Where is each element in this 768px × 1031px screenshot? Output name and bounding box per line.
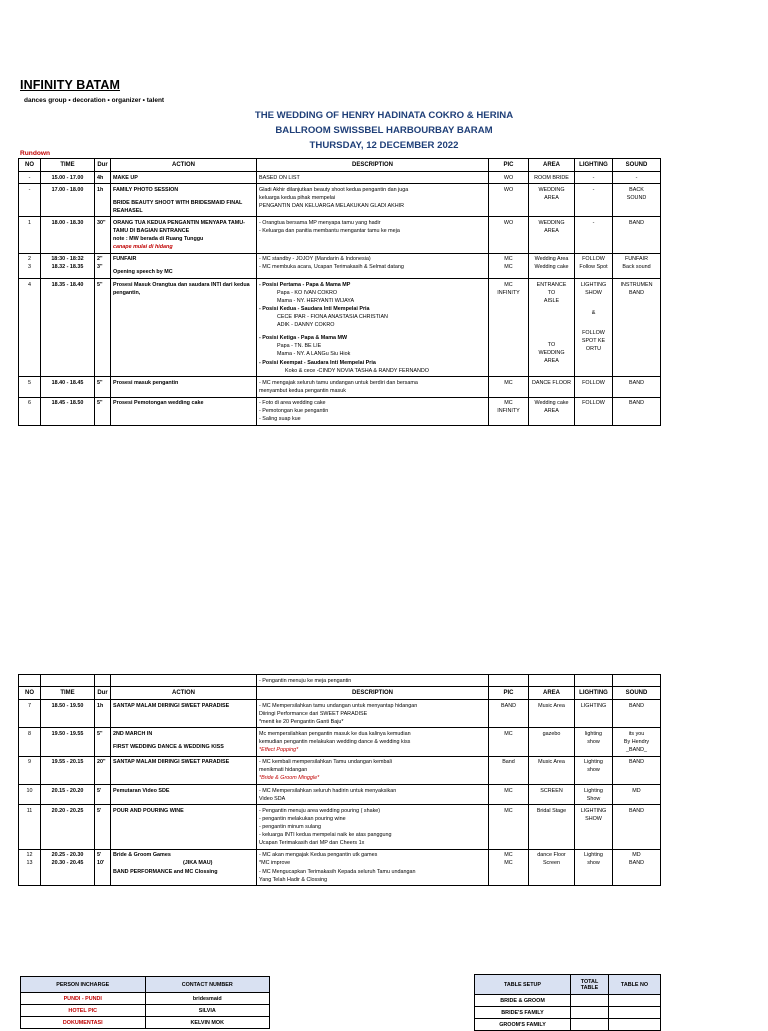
table-row: HOTEL PIC SILVIA bbox=[21, 1005, 270, 1017]
row-area: WEDDING AREA bbox=[529, 217, 575, 253]
column-header: NO bbox=[19, 159, 41, 172]
row-no: - bbox=[19, 184, 41, 217]
row-time: 18.45 - 18.50 bbox=[41, 397, 95, 425]
row-no: 11 bbox=[19, 805, 41, 850]
row-description: - Foto di area wedding cake - Pemotongan kue pengantin - Saling suap kue bbox=[257, 397, 489, 425]
row-no: 7 bbox=[19, 700, 41, 728]
row-time: 20.15 - 20.20 bbox=[41, 785, 95, 805]
row-lighting: - bbox=[575, 172, 613, 184]
row-lighting: - bbox=[575, 184, 613, 217]
row-duration: 5' 10' bbox=[95, 849, 111, 885]
row-action: 2ND MARCH IN FIRST WEDDING DANCE & WEDDING KISS bbox=[111, 728, 257, 756]
row-time: 18.50 - 19.50 bbox=[41, 700, 95, 728]
row-lighting: Lighting show bbox=[575, 756, 613, 784]
row-action: SANTAP MALAM DIIRINGI SWEET PARADISE bbox=[111, 756, 257, 784]
row-time: 20.20 - 20.25 bbox=[41, 805, 95, 850]
row-area: SCREEN bbox=[529, 785, 575, 805]
row-duration: 20" bbox=[95, 756, 111, 784]
row-no: 10 bbox=[19, 785, 41, 805]
column-header: DESCRIPTION bbox=[257, 687, 489, 700]
table-row bbox=[19, 172, 661, 184]
table-setup-header: TABLE SETUP bbox=[475, 975, 571, 995]
row-sound: BAND bbox=[613, 397, 661, 425]
row-description: - MC mengajak seluruh tamu undangan untuk berdiri dan bersama menyambut kedua pengantin masuk bbox=[257, 377, 489, 397]
row-lighting: lighting show bbox=[575, 728, 613, 756]
row-action: Prosesi Masuk Orangtua dan saudara INTI dari kedua pengantin, bbox=[111, 279, 257, 377]
row-duration: 4h bbox=[95, 172, 111, 184]
row-description: - MC kembali mempersilahkan Tamu undangan kembali menikmati hidangan *Bride & Groom Minggle* bbox=[257, 756, 489, 784]
row-time: 18.40 - 18.45 bbox=[41, 377, 95, 397]
headline-line-3: THURSDAY, 12 DECEMBER 2022 bbox=[309, 140, 459, 151]
column-header: SOUND bbox=[613, 159, 661, 172]
row-action: POUR AND POURING WINE bbox=[111, 805, 257, 850]
row-duration: 5" bbox=[95, 397, 111, 425]
row-sound: BAND bbox=[613, 700, 661, 728]
row-pic: MC INFINITY bbox=[489, 279, 529, 377]
row-time: 17.00 - 18.00 bbox=[41, 184, 95, 217]
row-time: 18:30 - 18:32 18.32 - 18.35 bbox=[41, 253, 95, 278]
row-lighting: Lighting Show bbox=[575, 785, 613, 805]
table-row bbox=[19, 756, 661, 784]
row-no: 9 bbox=[19, 756, 41, 784]
column-header: PIC bbox=[489, 687, 529, 700]
row-no: 2 3 bbox=[19, 253, 41, 278]
row-sound: BAND bbox=[613, 217, 661, 253]
row-sound: BACK SOUND bbox=[613, 184, 661, 217]
table-row bbox=[19, 377, 661, 397]
row-no: 1 bbox=[19, 217, 41, 253]
row-description: - Posisi Pertama - Papa & Mama MP Papa - KO IVAN COKRO Mama - NY. HERYANTI WIJAYA - Posisi Kedua - Saudara Inti Mempelai Pria CECE IPAR - FIONA ANASTASIA CHRISTIAN ADIK - DANNY COKRO - Posisi Ketiga - Papa & Mama MW Papa - TN. BE LIE Mama - NY. A LANGu Siu Hiok - Posisi Keempat - Saudara Inti Mempelai Pria Koko & cece -CINDY NOVIA TASHA & RANDY FERNANDO bbox=[257, 279, 489, 377]
row-lighting: Lighting show bbox=[575, 849, 613, 885]
row-area: Music Area bbox=[529, 700, 575, 728]
row-description: Gladi Akhir dilanjutkan beauty shoot kedua pengantin dan juga keluarga kedua pihak mempelai PENGANTIN DAN KELUARGA MELAKUKAN GLADI AKHIR bbox=[257, 184, 489, 217]
column-header: ACTION bbox=[111, 159, 257, 172]
person-header: PERSON INCHARGE bbox=[21, 977, 146, 993]
table-row bbox=[19, 217, 661, 253]
row-duration: 5" bbox=[95, 377, 111, 397]
row-lighting: FOLLOW bbox=[575, 397, 613, 425]
row-area: Wedding Area Wedding cake bbox=[529, 253, 575, 278]
brand-title: INFINITY BATAM bbox=[20, 78, 121, 92]
row-area: Wedding cake AREA bbox=[529, 397, 575, 425]
row-action: Pemutaran Video SDE bbox=[111, 785, 257, 805]
row-action: MAKE UP bbox=[111, 172, 257, 184]
row-area: dance Floor Screen bbox=[529, 849, 575, 885]
row-duration: 1h bbox=[95, 184, 111, 217]
row-sound: BAND bbox=[613, 377, 661, 397]
row-no: - bbox=[19, 172, 41, 184]
row-action: SANTAP MALAM DIIRINGI SWEET PARADISE bbox=[111, 700, 257, 728]
table-row bbox=[19, 728, 661, 756]
row-description: - MC standby - JOJOY (Mandarin & Indonesia) - MC membuka acara, Ucapan Terimakasih & Selmat datang bbox=[257, 253, 489, 278]
table-row bbox=[19, 184, 661, 217]
table-row bbox=[19, 849, 661, 885]
table-row: BRIDE'S FAMILY bbox=[475, 1007, 661, 1019]
table-row: BRIDE & GROOM bbox=[475, 995, 661, 1007]
column-header: Dur bbox=[95, 687, 111, 700]
row-action: ORANG TUA KEDUA PENGANTIN MENYAPA TAMU-TAMU DI BAGIAN ENTRANCE note : MW berada di Ruang Tunggu canape mulai di hidang bbox=[111, 217, 257, 253]
column-header: NO bbox=[19, 687, 41, 700]
row-no: 5 bbox=[19, 377, 41, 397]
row-duration: 2" 3" bbox=[95, 253, 111, 278]
row-sound: INSTRUMEN BAND bbox=[613, 279, 661, 377]
table-header-row bbox=[19, 687, 661, 700]
row-duration: 1h bbox=[95, 700, 111, 728]
row-description: - MC Mempersilahkan tamu undangan untuk menyantap hidangan Diiringi Performance dari SWEET PARADISE *menit ke 20 Pengantin Ganti Baju* bbox=[257, 700, 489, 728]
row-no: 12 13 bbox=[19, 849, 41, 885]
row-action: Bride & Groom Games (JIKA MAU) BAND PERFORMANCE and MC Clossing bbox=[111, 849, 257, 885]
row-area: Bridal Stage bbox=[529, 805, 575, 850]
row-description: - Pengantin menuju area wedding pouring ( shake) - pengantin melakukan pouring wine - pengantin minum sulang - keluarga INTI kedua mempelai naik ke atas panggung Ucapan Terimakasih dari MP dan Cheers 1x bbox=[257, 805, 489, 850]
row-lighting: FOLLOW Follow Spot bbox=[575, 253, 613, 278]
row-action: FUNFAIR Opening speech by MC bbox=[111, 253, 257, 278]
row-sound: BAND bbox=[613, 756, 661, 784]
contact-header: CONTACT NUMBER bbox=[145, 977, 270, 993]
column-header: Dur bbox=[95, 159, 111, 172]
row-pic: MC bbox=[489, 785, 529, 805]
row-sound: MD bbox=[613, 785, 661, 805]
headline-line-1: THE WEDDING OF HENRY HADINATA COKRO & HERINA bbox=[254, 110, 514, 121]
row-description: - MC Mempersilahkan seluruh hadirin untuk menyaksikan Video SDA bbox=[257, 785, 489, 805]
row-description: BASED ON LIST bbox=[257, 172, 489, 184]
row-time: 20.25 - 20.30 20.30 - 20.45 bbox=[41, 849, 95, 885]
row-time: 15.00 - 17.00 bbox=[41, 172, 95, 184]
row-pic: MC MC bbox=[489, 253, 529, 278]
column-header: AREA bbox=[529, 687, 575, 700]
carry-over-text: - Pengantin menuju ke meja pengantin bbox=[257, 675, 489, 687]
row-duration: 30" bbox=[95, 217, 111, 253]
row-duration: 5" bbox=[95, 728, 111, 756]
row-pic: MC INFINITY bbox=[489, 397, 529, 425]
row-lighting: FOLLOW bbox=[575, 377, 613, 397]
event-headline bbox=[0, 108, 768, 153]
row-area: Music Area bbox=[529, 756, 575, 784]
row-time: 18.35 - 18.40 bbox=[41, 279, 95, 377]
table-row: GROOM'S FAMILY bbox=[475, 1019, 661, 1031]
row-pic: MC bbox=[489, 728, 529, 756]
row-duration: 5' bbox=[95, 785, 111, 805]
row-area: ENTRANCE TO AISLE TO WEDDING AREA bbox=[529, 279, 575, 377]
row-sound: FUNFAIR Back sound bbox=[613, 253, 661, 278]
carry-over-row bbox=[19, 675, 661, 687]
row-no: 4 bbox=[19, 279, 41, 377]
row-duration: 5' bbox=[95, 805, 111, 850]
row-no: 8 bbox=[19, 728, 41, 756]
column-header: PIC bbox=[489, 159, 529, 172]
row-sound: BAND bbox=[613, 805, 661, 850]
column-header: TIME bbox=[41, 687, 95, 700]
column-header: DESCRIPTION bbox=[257, 159, 489, 172]
brand-subtitle: dances group • decoration • organizer • talent bbox=[24, 97, 165, 104]
row-sound: - bbox=[613, 172, 661, 184]
brand-header bbox=[20, 78, 164, 104]
row-no: 6 bbox=[19, 397, 41, 425]
row-time: 18.00 - 18.30 bbox=[41, 217, 95, 253]
column-header: LIGHTING bbox=[575, 687, 613, 700]
row-sound: its you By Hendry _BAND_ bbox=[613, 728, 661, 756]
column-header: TIME bbox=[41, 159, 95, 172]
row-sound: MD BAND bbox=[613, 849, 661, 885]
table-row: DOKUMENTASI KELVIN MOK bbox=[21, 1017, 270, 1029]
person-incharge-table bbox=[20, 976, 270, 1029]
row-lighting: LIGHTING SHOW & FOLLOW SPOT KE ORTU bbox=[575, 279, 613, 377]
column-header: ACTION bbox=[111, 687, 257, 700]
table-row bbox=[19, 253, 661, 278]
column-header: SOUND bbox=[613, 687, 661, 700]
row-description: - MC akan mengajak Kedua pengantin utk games *MC improve - MC Mengucapkan Terimakasih Kepada seluruh Tamu undangan Yang Telah Hadir & Clossing bbox=[257, 849, 489, 885]
row-area: WEDDING AREA bbox=[529, 184, 575, 217]
column-header: LIGHTING bbox=[575, 159, 613, 172]
row-action: Prosesi Pemotongan wedding cake bbox=[111, 397, 257, 425]
column-header: AREA bbox=[529, 159, 575, 172]
row-lighting: - bbox=[575, 217, 613, 253]
row-pic: MC bbox=[489, 805, 529, 850]
headline-line-2: BALLROOM SWISSBEL HARBOURBAY BARAM bbox=[275, 125, 493, 136]
table-row bbox=[19, 397, 661, 425]
row-pic: BAND bbox=[489, 700, 529, 728]
row-description: Mc mempersilahkan pengantin masuk ke dua kalinya kemudian kemudian pengantin melakukan wedding dance & wedding kiss *Effect Popping* bbox=[257, 728, 489, 756]
row-pic: WO bbox=[489, 217, 529, 253]
row-lighting: LIGHTING bbox=[575, 700, 613, 728]
row-area: ROOM BRIDE bbox=[529, 172, 575, 184]
row-description: - Orangtua bersama MP menyapa tamu yang hadir - Keluarga dan panitia membantu mengantar tamu ke meja bbox=[257, 217, 489, 253]
row-pic: MC MC bbox=[489, 849, 529, 885]
table-no-header: TABLE NO bbox=[609, 975, 661, 995]
row-time: 19.55 - 20.15 bbox=[41, 756, 95, 784]
rundown-table-1 bbox=[18, 158, 661, 426]
row-pic: MC bbox=[489, 377, 529, 397]
table-row bbox=[19, 700, 661, 728]
row-time: 19.50 - 19.55 bbox=[41, 728, 95, 756]
row-area: DANCE FLOOR bbox=[529, 377, 575, 397]
row-lighting: LIGHTING SHOW bbox=[575, 805, 613, 850]
total-table-header: TOTAL TABLE bbox=[571, 975, 609, 995]
table-row bbox=[19, 785, 661, 805]
table-header-row bbox=[19, 159, 661, 172]
table-setup-table bbox=[474, 974, 661, 1031]
rundown-table-2 bbox=[18, 674, 661, 886]
row-pic: WO bbox=[489, 184, 529, 217]
rundown-label: Rundown bbox=[20, 150, 51, 157]
row-duration: 5" bbox=[95, 279, 111, 377]
row-action: Prosesi masuk pengantin bbox=[111, 377, 257, 397]
row-pic: Band bbox=[489, 756, 529, 784]
row-area: gazebo bbox=[529, 728, 575, 756]
row-pic: WO bbox=[489, 172, 529, 184]
table-row: PUNDI - PUNDI bridesmaid bbox=[21, 993, 270, 1005]
table-row bbox=[19, 279, 661, 377]
table-row bbox=[19, 805, 661, 850]
row-action: FAMILY PHOTO SESSION BRIDE BEAUTY SHOOT WITH BRIDESMAID FINAL REAHASEL bbox=[111, 184, 257, 217]
